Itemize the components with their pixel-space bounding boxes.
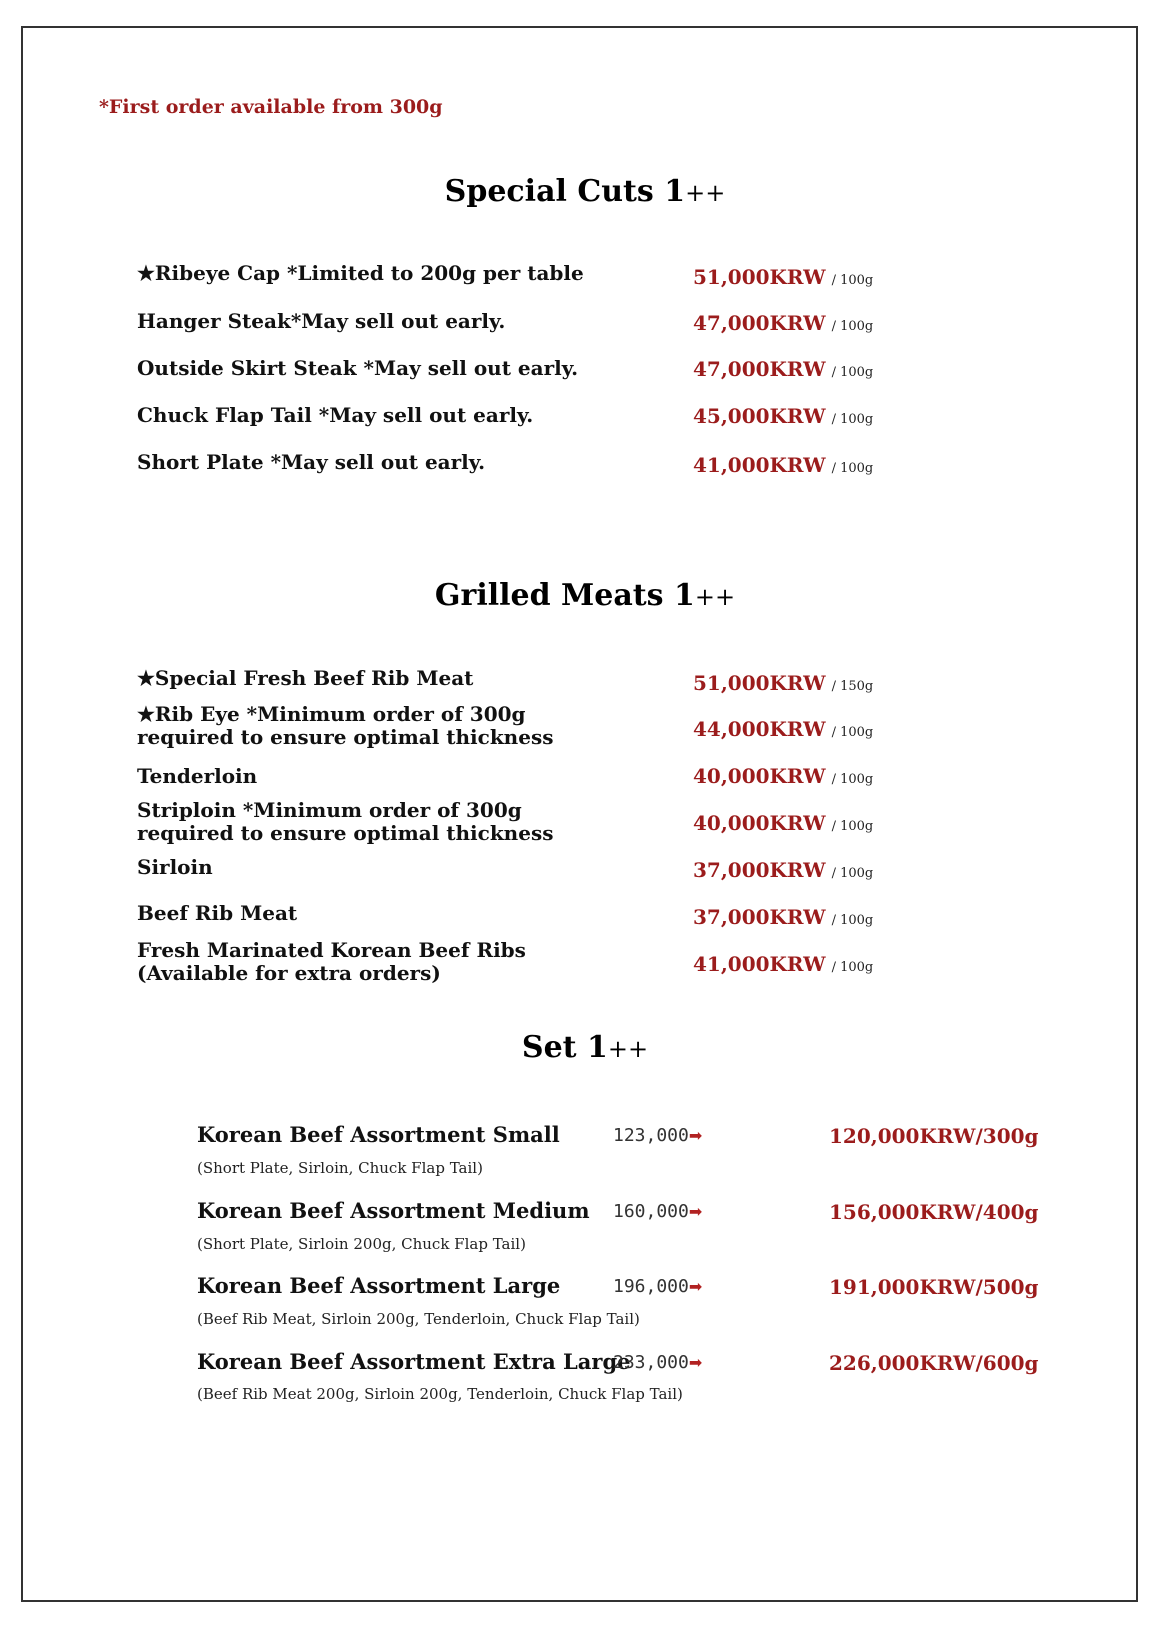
menu-item-price — [693, 905, 873, 929]
set-price: 156,000KRW/400g — [829, 1200, 1039, 1224]
price-value: 51,000KRW — [693, 265, 826, 289]
menu-item-price — [693, 311, 873, 335]
menu-item-name: Outside Skirt Steak *May sell out early. — [137, 356, 579, 380]
price-unit: / 100g — [831, 412, 874, 427]
price-unit: / 100g — [831, 365, 874, 380]
special-cuts-grade: ++ — [685, 179, 726, 207]
price-unit: / 100g — [831, 866, 874, 881]
original-price — [613, 1201, 702, 1222]
set-name: Korean Beef Assortment Medium — [197, 1198, 590, 1223]
price-unit: / 100g — [831, 273, 874, 288]
set-contents: (Short Plate, Sirloin 200g, Chuck Flap Tail) — [197, 1235, 526, 1253]
set-price: 191,000KRW/500g — [829, 1275, 1039, 1299]
set-price: 120,000KRW/300g — [829, 1124, 1039, 1148]
original-price-value: 233,000 — [613, 1352, 689, 1373]
price-value: 44,000KRW — [693, 717, 826, 741]
price-value: 37,000KRW — [693, 858, 826, 882]
menu-item-price — [693, 671, 873, 695]
first-order-notice: *First order available from 300g — [99, 96, 443, 118]
menu-item-price — [693, 858, 873, 882]
menu-item-price — [693, 453, 873, 477]
right-arrow-icon: ➡ — [688, 1126, 703, 1145]
set-heading — [0, 1030, 1170, 1065]
price-unit: / 100g — [831, 913, 874, 928]
menu-item-name: Striploin *Minimum order of 300g required to ensure optimal thickness — [137, 798, 554, 845]
menu-item-name: Hanger Steak*May sell out early. — [137, 309, 506, 333]
menu-item-name: ★Rib Eye *Minimum order of 300g required to ensure optimal thickness — [137, 702, 554, 749]
menu-item-name: Sirloin — [137, 855, 213, 879]
original-price — [613, 1125, 702, 1146]
price-value: 47,000KRW — [693, 357, 826, 381]
price-value: 47,000KRW — [693, 311, 826, 335]
price-value: 45,000KRW — [693, 404, 826, 428]
price-unit: / 100g — [831, 461, 874, 476]
price-unit: / 100g — [831, 319, 874, 334]
set-name: Korean Beef Assortment Extra Large — [197, 1349, 631, 1374]
set-price: 226,000KRW/600g — [829, 1351, 1039, 1375]
menu-item-name: Chuck Flap Tail *May sell out early. — [137, 403, 534, 427]
price-value: 40,000KRW — [693, 764, 826, 788]
grilled-meats-heading — [0, 578, 1170, 613]
menu-item-price — [693, 357, 873, 381]
menu-item-name: Beef Rib Meat — [137, 901, 298, 925]
price-unit: / 100g — [831, 772, 874, 787]
original-price — [613, 1352, 702, 1373]
price-value: 37,000KRW — [693, 905, 826, 929]
price-value: 41,000KRW — [693, 952, 826, 976]
set-name: Korean Beef Assortment Large — [197, 1273, 561, 1298]
original-price-value: 160,000 — [613, 1201, 689, 1222]
menu-item-price — [693, 952, 873, 976]
price-unit: / 100g — [831, 819, 874, 834]
original-price — [613, 1276, 702, 1297]
menu-item-price — [693, 811, 873, 835]
menu-item-name: ★Special Fresh Beef Rib Meat — [137, 666, 474, 690]
grilled-meats-grade: ++ — [694, 583, 736, 611]
grilled-meats-title: Grilled Meats 1 — [434, 578, 695, 613]
price-unit: / 100g — [831, 960, 874, 975]
original-price-value: 196,000 — [613, 1276, 689, 1297]
right-arrow-icon: ➡ — [688, 1277, 703, 1296]
menu-item-name: Short Plate *May sell out early. — [137, 450, 486, 474]
menu-item-price — [693, 717, 873, 741]
price-unit: / 100g — [831, 725, 874, 740]
set-name: Korean Beef Assortment Small — [197, 1122, 560, 1147]
special-cuts-title: Special Cuts 1 — [444, 174, 686, 209]
menu-item-name: ★Ribeye Cap *Limited to 200g per table — [137, 261, 584, 285]
set-grade: ++ — [607, 1035, 649, 1063]
menu-item-price — [693, 404, 873, 428]
menu-item-price — [693, 265, 873, 289]
price-value: 41,000KRW — [693, 453, 826, 477]
set-contents: (Beef Rib Meat, Sirloin 200g, Tenderloin, Chuck Flap Tail) — [197, 1310, 640, 1328]
set-contents: (Beef Rib Meat 200g, Sirloin 200g, Tenderloin, Chuck Flap Tail) — [197, 1385, 683, 1403]
set-contents: (Short Plate, Sirloin, Chuck Flap Tail) — [197, 1159, 483, 1177]
right-arrow-icon: ➡ — [688, 1202, 703, 1221]
set-title: Set 1 — [521, 1030, 608, 1065]
original-price-value: 123,000 — [613, 1125, 689, 1146]
price-unit: / 150g — [831, 679, 874, 694]
menu-item-name: Tenderloin — [137, 764, 258, 788]
menu-item-name: Fresh Marinated Korean Beef Ribs (Available for extra orders) — [137, 938, 526, 985]
price-value: 40,000KRW — [693, 811, 826, 835]
price-value: 51,000KRW — [693, 671, 826, 695]
right-arrow-icon: ➡ — [688, 1353, 703, 1372]
menu-item-price — [693, 764, 873, 788]
special-cuts-heading — [0, 174, 1170, 209]
